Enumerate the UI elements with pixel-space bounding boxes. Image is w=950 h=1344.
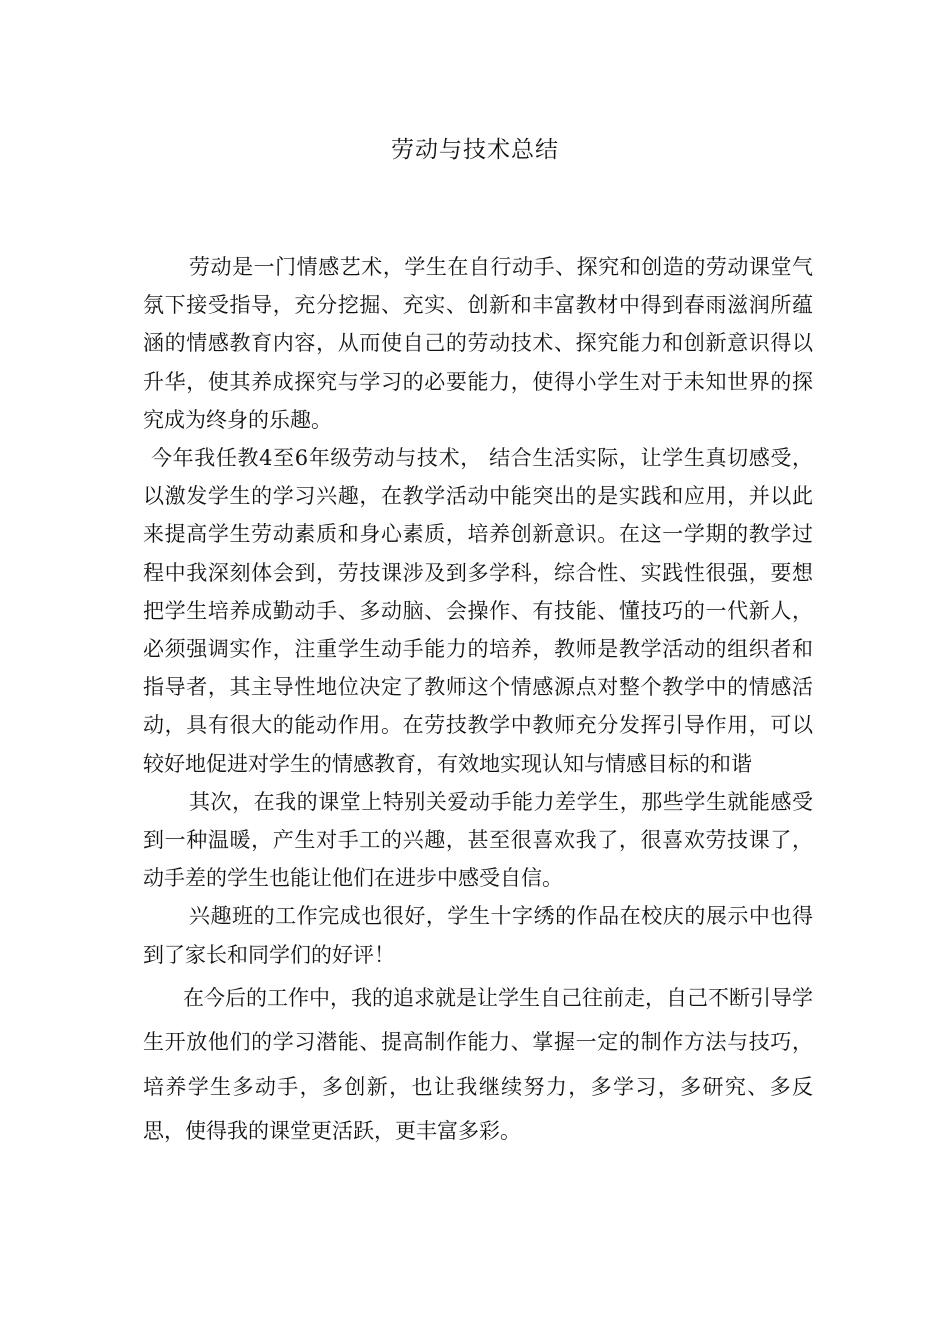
paragraph-interest-class: 兴趣班的工作完成也很好，学生十字绣的作品在校庆的展示中也得到了家长和同学们的好评！ — [143, 904, 813, 967]
paragraph-future-goals: 在今后的工作中，我的追求就是让学生自己往前走，自己不断引导学生开放他们的学习潜能、提高制作能力、掌握一定的制作方法与技巧，培养学生多动手，多创新，也让我继续努力，多学习，多研究、多反思，使得我的课堂更活跃，更丰富多彩。 — [143, 985, 813, 1144]
paragraph-intro: 劳动是一门情感艺术，学生在自行动手、探究和创造的劳动课堂气氛下接受指导，充分挖掘、充实、创新和丰富教材中得到春雨滋润所蕴涵的情感教育内容，从而使自己的劳动技术、探究能力和创新意识得以升华，使其养成探究与学习的必要能力，使得小学生对于未知世界的探究成为终身的乐趣。 — [143, 255, 813, 432]
document-body — [143, 248, 813, 1154]
paragraph-teaching-experience: 今年我任教4至6年级劳动与技术， 结合生活实际，让学生真切感受，以激发学生的学习兴趣，在教学活动中能突出的是实践和应用，并以此来提高学生劳动素质和身心素质，培养创新意识。在这一学期的教学过程中我深刻体会到，劳技课涉及到多学科，综合性、实践性很强，要想把学生培养成勤动手、多动脑、会操作、有技能、懂技巧的一代新人，必须强调实作，注重学生动手能力的培养，教师是教学活动的组织者和指导者，其主导性地位决定了教师这个情感源点对整个教学中的情感活动，具有很大的能动作用。在劳技教学中教师充分发挥引导作用，可以较好地促进对学生的情感教育，有效地实现认知与情感目标的和谐 — [143, 446, 813, 776]
paragraph-caring-students: 其次，在我的课堂上特别关爱动手能力差学生，那些学生就能感受到一种温暖，产生对手工的兴趣，甚至很喜欢我了，很喜欢劳技课了，动手差的学生也能让他们在进步中感受自信。 — [143, 789, 813, 891]
document-title: 劳动与技术总结 — [391, 137, 559, 163]
